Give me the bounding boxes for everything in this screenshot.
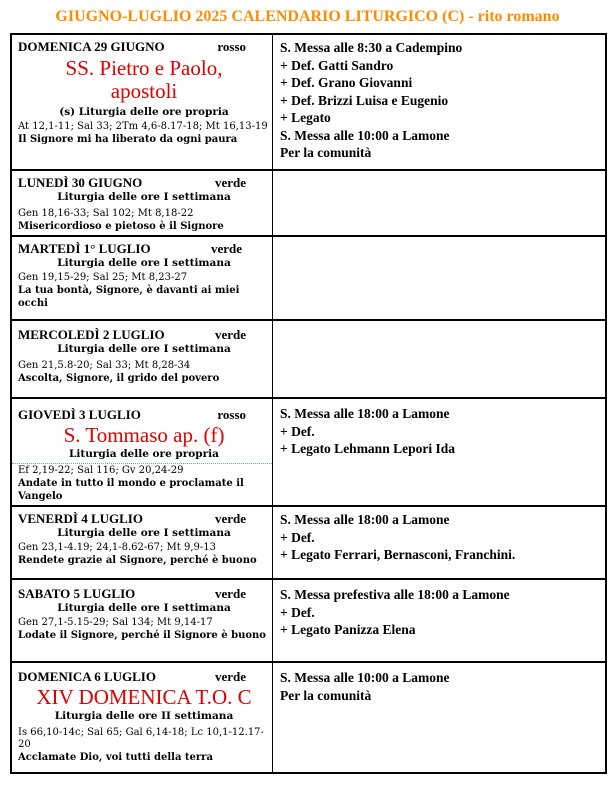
liturgical-color: rosso	[217, 39, 246, 54]
calendar-row	[12, 507, 605, 580]
liturgical-color: verde	[214, 586, 246, 601]
mass-line: S. Messa alle 18:00 a Lamone	[280, 406, 450, 421]
day-label: LUNEDÌ 30 GIUGNO	[18, 175, 143, 190]
mass-line: S. Messa alle 18:00 a Lamone	[280, 512, 450, 527]
day-heading	[18, 327, 270, 342]
readings: Is 66,10-14c; Sal 65; Gal 6,14-18; Lc 10,1-12.17-20	[18, 727, 264, 750]
day-info-cell	[12, 171, 273, 237]
psalm-response: Lodate il Signore, perché il Signore è buono	[18, 630, 266, 641]
day-heading	[18, 669, 270, 684]
day-heading	[18, 175, 270, 190]
mass-line: Per la comunità	[280, 145, 372, 160]
mass-line: S. Messa prefestiva alle 18:00 a Lamone	[280, 587, 510, 602]
mass-line: + Def. Brizzi Luisa e Eugenio	[280, 92, 449, 108]
psalm-response: Acclamate Dio, voi tutti della terra	[18, 752, 213, 763]
mass-line: + Legato Ferrari, Bernasconi, Franchini.	[280, 547, 516, 562]
day-info-cell	[12, 35, 273, 171]
liturgy-hours: Liturgia delle ore I settimana	[57, 343, 231, 355]
mass-line: S. Messa alle 10:00 a Lamone	[280, 670, 450, 685]
feast-name: XIV DOMENICA T.O. C	[36, 685, 252, 709]
calendar-row	[12, 399, 605, 507]
liturgical-color: verde	[214, 327, 246, 342]
liturgical-color: verde	[214, 175, 246, 190]
mass-cell	[274, 580, 605, 663]
liturgy-hours: Liturgia delle ore I settimana	[57, 527, 231, 539]
day-label: SABATO 5 LUGLIO	[18, 586, 136, 601]
day-heading	[18, 511, 270, 526]
liturgical-color: rosso	[217, 407, 246, 422]
liturgical-color: verde	[214, 511, 246, 526]
readings-block	[12, 463, 272, 503]
day-info-cell	[12, 237, 273, 321]
mass-cell	[274, 321, 605, 399]
readings: At 12,1-11; Sal 33; 2Tm 4,6-8.17-18; Mt 16,13-19	[18, 121, 268, 132]
feast-name: apostoli	[110, 79, 178, 103]
calendar-row	[12, 237, 605, 321]
calendar-table	[10, 33, 607, 774]
day-label: GIOVEDÌ 3 LUGLIO	[18, 407, 141, 422]
feast-name: SS. Pietro e Paolo,	[65, 56, 223, 80]
day-heading	[18, 241, 270, 256]
liturgy-hours: Liturgia delle ore II settimana	[54, 710, 234, 722]
mass-line: + Def. Grano Giovanni	[280, 75, 413, 90]
psalm-response: Andate in tutto il mondo e proclamate il Vangelo	[18, 478, 244, 502]
liturgy-hours: (s) Liturgia delle ore propria	[59, 106, 229, 118]
readings: Gen 27,1-5.15-29; Sal 134; Mt 9,14-17	[18, 617, 213, 628]
calendar-row	[12, 580, 605, 663]
day-label: VENERDÌ 4 LUGLIO	[18, 511, 143, 526]
day-info-cell	[12, 663, 273, 772]
day-label: MARTEDÌ 1° LUGLIO	[18, 241, 151, 256]
mass-cell	[274, 507, 605, 580]
day-heading	[18, 586, 270, 601]
psalm-response: Il Signore mi ha liberato da ogni paura	[18, 134, 238, 145]
psalm-response: La tua bontà, Signore, è davanti ai miei occhi	[18, 285, 240, 309]
calendar-row	[12, 321, 605, 399]
readings: Ef 2,19-22; Sal 116; Gv 20,24-29	[18, 465, 184, 476]
mass-line: + Def. Gatti Sandro	[280, 57, 394, 73]
psalm-response: Ascolta, Signore, il grido del povero	[18, 373, 220, 384]
day-label: DOMENICA 29 GIUGNO	[18, 39, 165, 54]
liturgical-color: verde	[214, 669, 246, 684]
mass-cell	[274, 237, 605, 321]
mass-line: + Def.	[280, 423, 315, 439]
readings: Gen 19,15-29; Sal 25; Mt 8,23-27	[18, 272, 188, 283]
readings: Gen 21,5.8-20; Sal 33; Mt 8,28-34	[18, 360, 191, 371]
page-title: GIUGNO-LUGLIO 2025 CALENDARIO LITURGICO (C) - rito romano	[55, 8, 560, 25]
day-info-cell	[12, 580, 273, 663]
day-info-cell	[12, 507, 273, 580]
mass-line: + Legato Panizza Elena	[280, 622, 416, 637]
mass-line: + Legato Lehmann Lepori Ida	[280, 441, 455, 456]
day-heading	[18, 407, 270, 422]
mass-cell	[274, 171, 605, 237]
mass-line: S. Messa alle 8:30 a Cadempino	[280, 40, 463, 55]
mass-line: S. Messa alle 10:00 a Lamone	[280, 127, 450, 143]
liturgy-hours: Liturgia delle ore I settimana	[57, 602, 231, 614]
calendar-row	[12, 171, 605, 237]
calendar-row	[12, 35, 605, 171]
mass-line: + Def.	[280, 604, 315, 620]
liturgy-hours: Liturgia delle ore I settimana	[57, 257, 231, 269]
psalm-response: Rendete grazie al Signore, perché è buono	[18, 555, 257, 566]
day-info-cell	[12, 321, 273, 399]
mass-line: Per la comunità	[280, 687, 372, 703]
liturgy-hours: Liturgia delle ore propria	[69, 448, 219, 460]
liturgy-hours: Liturgia delle ore I settimana	[57, 191, 231, 203]
day-heading	[18, 39, 270, 54]
feast-name: S. Tommaso ap. (f)	[63, 423, 225, 447]
psalm-response: Misericordioso e pietoso è il Signore	[18, 221, 224, 232]
mass-cell	[274, 399, 605, 507]
calendar-row	[12, 663, 605, 772]
mass-line: + Legato	[280, 110, 331, 125]
day-label: DOMENICA 6 LUGLIO	[18, 669, 156, 684]
liturgical-color: verde	[210, 241, 242, 256]
readings: Gen 23,1-4.19; 24,1-8.62-67; Mt 9,9-13	[18, 542, 216, 553]
mass-cell	[274, 663, 605, 772]
readings: Gen 18,16-33; Sal 102; Mt 8,18-22	[18, 208, 194, 219]
day-info-cell	[12, 399, 273, 507]
mass-cell	[274, 35, 605, 171]
day-label: MERCOLEDÌ 2 LUGLIO	[18, 327, 165, 342]
mass-line: + Def.	[280, 529, 315, 545]
